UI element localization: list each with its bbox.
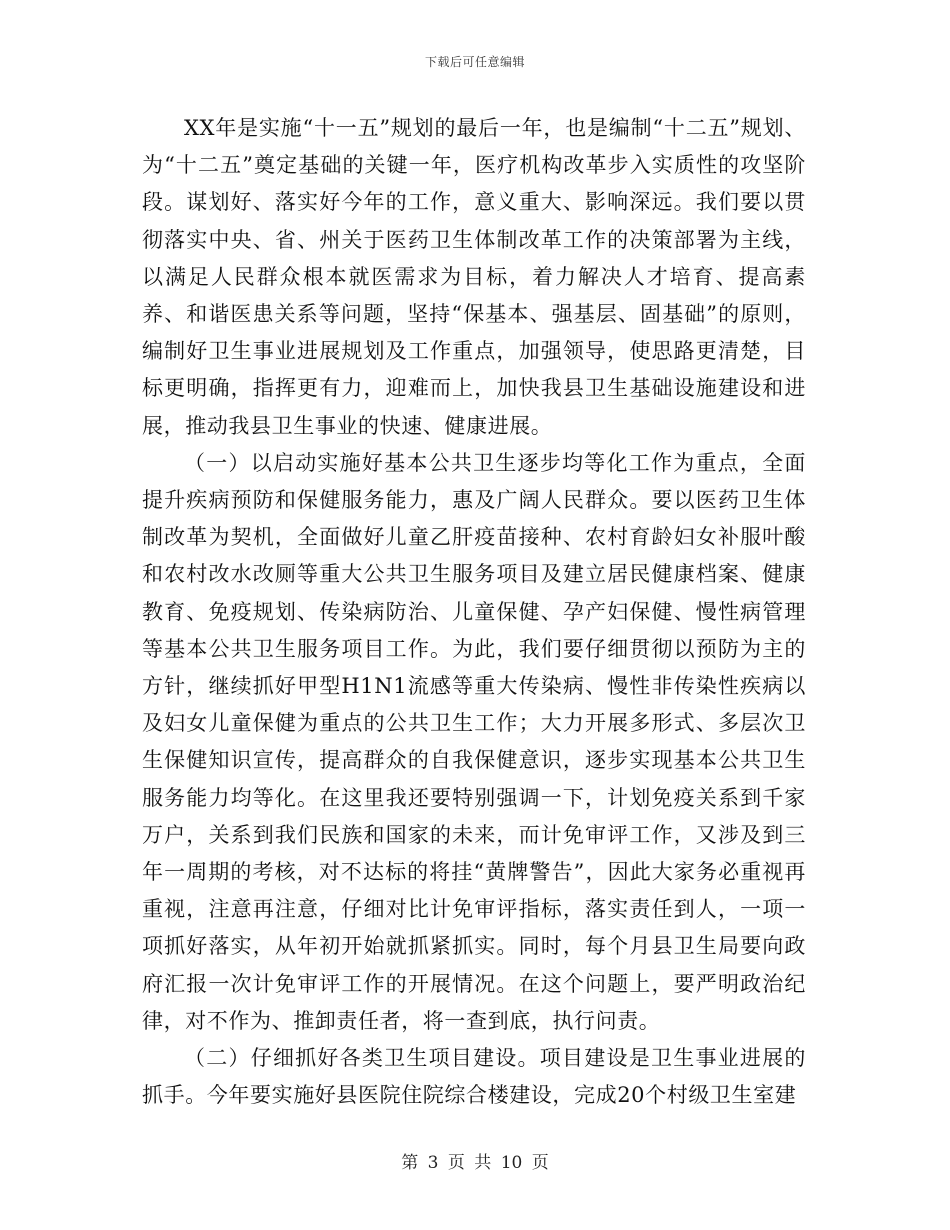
page-number-footer: 第 3 页 共 10 页 (401, 1153, 549, 1173)
document-body (142, 110, 806, 1114)
paragraph-intro: XX年是实施“十一五”规划的最后一年，也是编制“十二五”规划、为“十二五”奠定基础的关键一年，医疗机构改革步入实质性的攻坚阶段。谋划好、落实好今年的工作，意义重大、影响深远。我们要以贯彻落实中央、省、州关于医药卫生体制改革工作的决策部署为主线，以满足人民群众根本就医需求为目标，着力解决人才培育、提高素养、和谐医患关系等问题，坚持“保基本、强基层、固基础”的原则，编制好卫生事业进展规划及工作重点，加强领导，使思路更清楚，目标更明确，指挥更有力，迎难而上，加快我县卫生基础设施建设和进展，推动我县卫生事业的快速、健康进展。 (142, 116, 806, 438)
page-header: 下载后可任意编辑 (424, 55, 525, 69)
paragraph-section-1: （一）以启动实施好基本公共卫生逐步均等化工作为重点，全面提升疾病预防和保健服务能力，惠及广阔人民群众。要以医药卫生体制改革为契机，全面做好儿童乙肝疫苗接种、农村育龄妇女补服叶酸和农村改水改厕等重大公共卫生服务项目及建立居民健康档案、健康教育、免疫规划、传染病防治、儿童保健、孕产妇保健、慢性病管理等基本公共卫生服务项目工作。为此，我们要仔细贯彻以预防为主的方针，继续抓好甲型H1N1流感等重大传染病、慢性非传染性疾病以及妇女儿童保健为重点的公共卫生工作；大力开展多形式、多层次卫生保健知识宣传，提高群众的自我保健意识，逐步实现基本公共卫生服务能力均等化。在这里我还要特别强调一下，计划免疫关系到千家万户，关系到我们民族和国家的未来，而计免审评工作，又涉及到三年一周期的考核，对不达标的将挂“黄牌警告”，因此大家务必重视再重视，注意再注意，仔细对比计免审评指标，落实责任到人，一项一项抓好落实，从年初开始就抓紧抓实。同时，每个月县卫生局要向政府汇报一次计免审评工作的开展情况。在这个问题上，要严明政治纪律，对不作为、推卸责任者，将一查到底，执行问责。 (142, 450, 806, 1033)
paragraph-section-2: （二）仔细抓好各类卫生项目建设。项目建设是卫生事业进展的抓手。今年要实施好县医院住院综合楼建设，完成20个村级卫生室建 (142, 1046, 806, 1108)
